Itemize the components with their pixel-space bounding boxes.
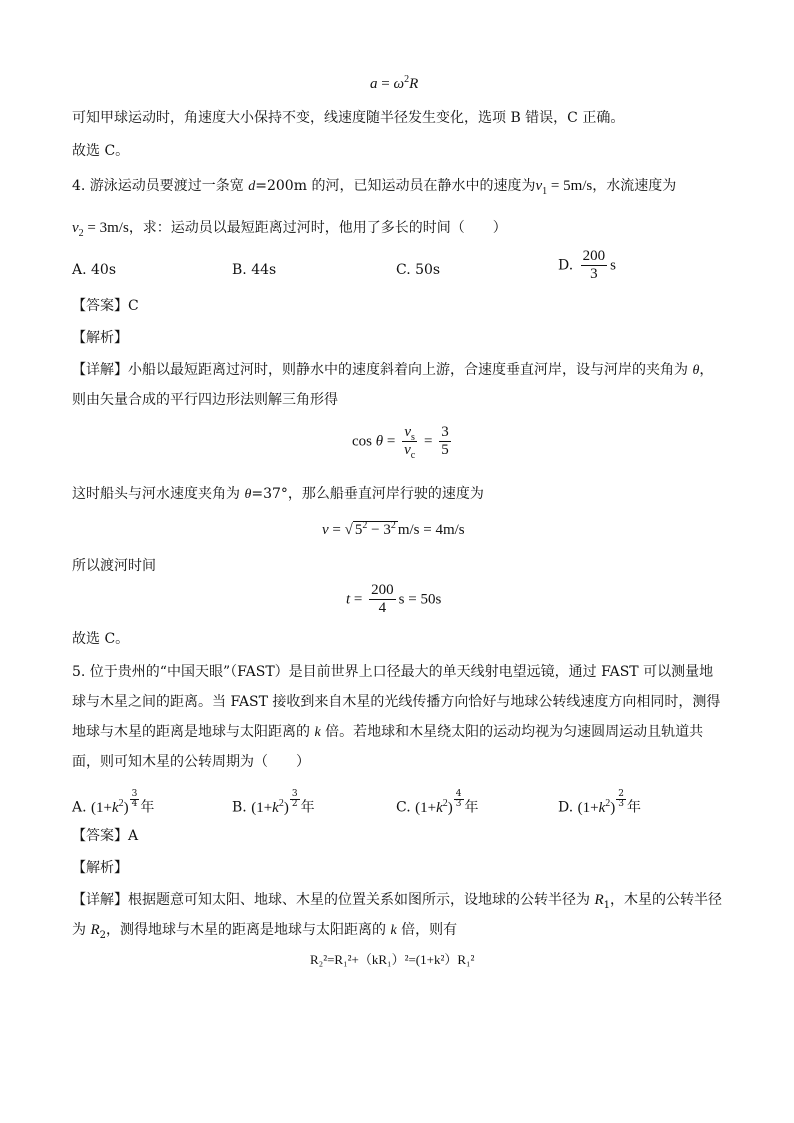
q5-option-c: C. $(1+k^2)$ $\frac{4}{3}$ 年: [396, 789, 479, 816]
q5-detail-line-2: 为 $R_2$，测得地球与木星的距离是地球与太阳距离的 k 倍，则有: [72, 922, 458, 941]
paragraph-conclusion: 可知甲球运动时，角速度大小保持不变，线速度随半径发生变化，选项 B 错误，C 正确。: [72, 110, 625, 126]
q5-option-d: D. $(1+k^2)$ $\frac{2}{3}$ 年: [558, 789, 642, 816]
question-5-line-2: 球与木星之间的距离。当 FAST 接收到来自木星的光线传播方向恰好与地球公转线速度方向相同时，测得: [72, 694, 721, 710]
option-d: D. $\frac{200}{3}$ s: [558, 248, 616, 282]
option-a: A. 40s: [72, 262, 117, 278]
detail-line-1: 【详解】小船以最短距离过河时，则静水中的速度斜着向上游，合速度垂直河岸，设与河岸的夹角为 θ，: [72, 362, 714, 378]
detail-line-3: 这时船头与河水速度夹角为 θ=37°，那么船垂直河岸行驶的速度为: [72, 486, 484, 502]
option-c: C. 50s: [396, 262, 441, 278]
q5-analysis-label: 【解析】: [72, 860, 128, 876]
question-5-line-4: 面，则可知木星的公转周期为（ ）: [72, 754, 310, 770]
equation-time: t = $\frac{200}{4}$ s = 50s: [346, 582, 442, 616]
q5-answer-label: 【答案】A: [72, 828, 139, 844]
answer-label: 【答案】C: [72, 298, 139, 314]
choose-answer-3: 故选 C。: [72, 143, 130, 159]
equation-centripetal: $a = \omega^2R$: [370, 74, 419, 92]
question-5-line-1: 5. 位于贵州的“中国天眼”（FAST）是目前世界上口径最大的单天线射电望远镜，通过 FAST 可以测量地: [72, 664, 714, 680]
equation-velocity: v = √ $5^2 - 3^2$ m/s = 4m/s: [322, 520, 465, 538]
q5-option-a: A. $(1+k^2)$ $\frac{3}{4}$ 年: [72, 789, 155, 816]
q5-detail-line-1: 【详解】根据题意可知太阳、地球、木星的位置关系如图所示，设地球的公转半径为 $R_1$，木星的公转半径: [72, 892, 722, 911]
question-5-line-3: 地球与木星的距离是地球与太阳距离的 k 倍。若地球和木星绕太阳的运动均视为匀速圆周运动且轨道共: [72, 724, 704, 740]
q5-option-b: B. $(1+k^2)$ $\frac{3}{2}$ 年: [232, 789, 315, 816]
equation-cos-theta: cos θ = $\frac{v_s}{v_c}$ = $\frac{3}{5}$: [352, 424, 449, 461]
option-b: B. 44s: [232, 262, 277, 278]
question-4-line-1: 4. 游泳运动员要渡过一条宽 d=200m 的河，已知运动员在静水中的速度为$v_1 = 5m/s$，水流速度为: [72, 178, 677, 197]
question-4-line-2: $v_2 = 3m/s$，求：运动员以最短距离过河时，他用了多长的时间（ ）: [72, 220, 507, 239]
q5-final-equation: R₂²=R₁²+（kR₁）²=(1+k²）R₁²: [310, 952, 475, 967]
choose-answer-4: 故选 C。: [72, 631, 130, 647]
detail-line-2: 则由矢量合成的平行四边形法则解三角形得: [72, 392, 338, 408]
detail-line-4: 所以渡河时间: [72, 558, 156, 574]
analysis-label: 【解析】: [72, 330, 128, 346]
